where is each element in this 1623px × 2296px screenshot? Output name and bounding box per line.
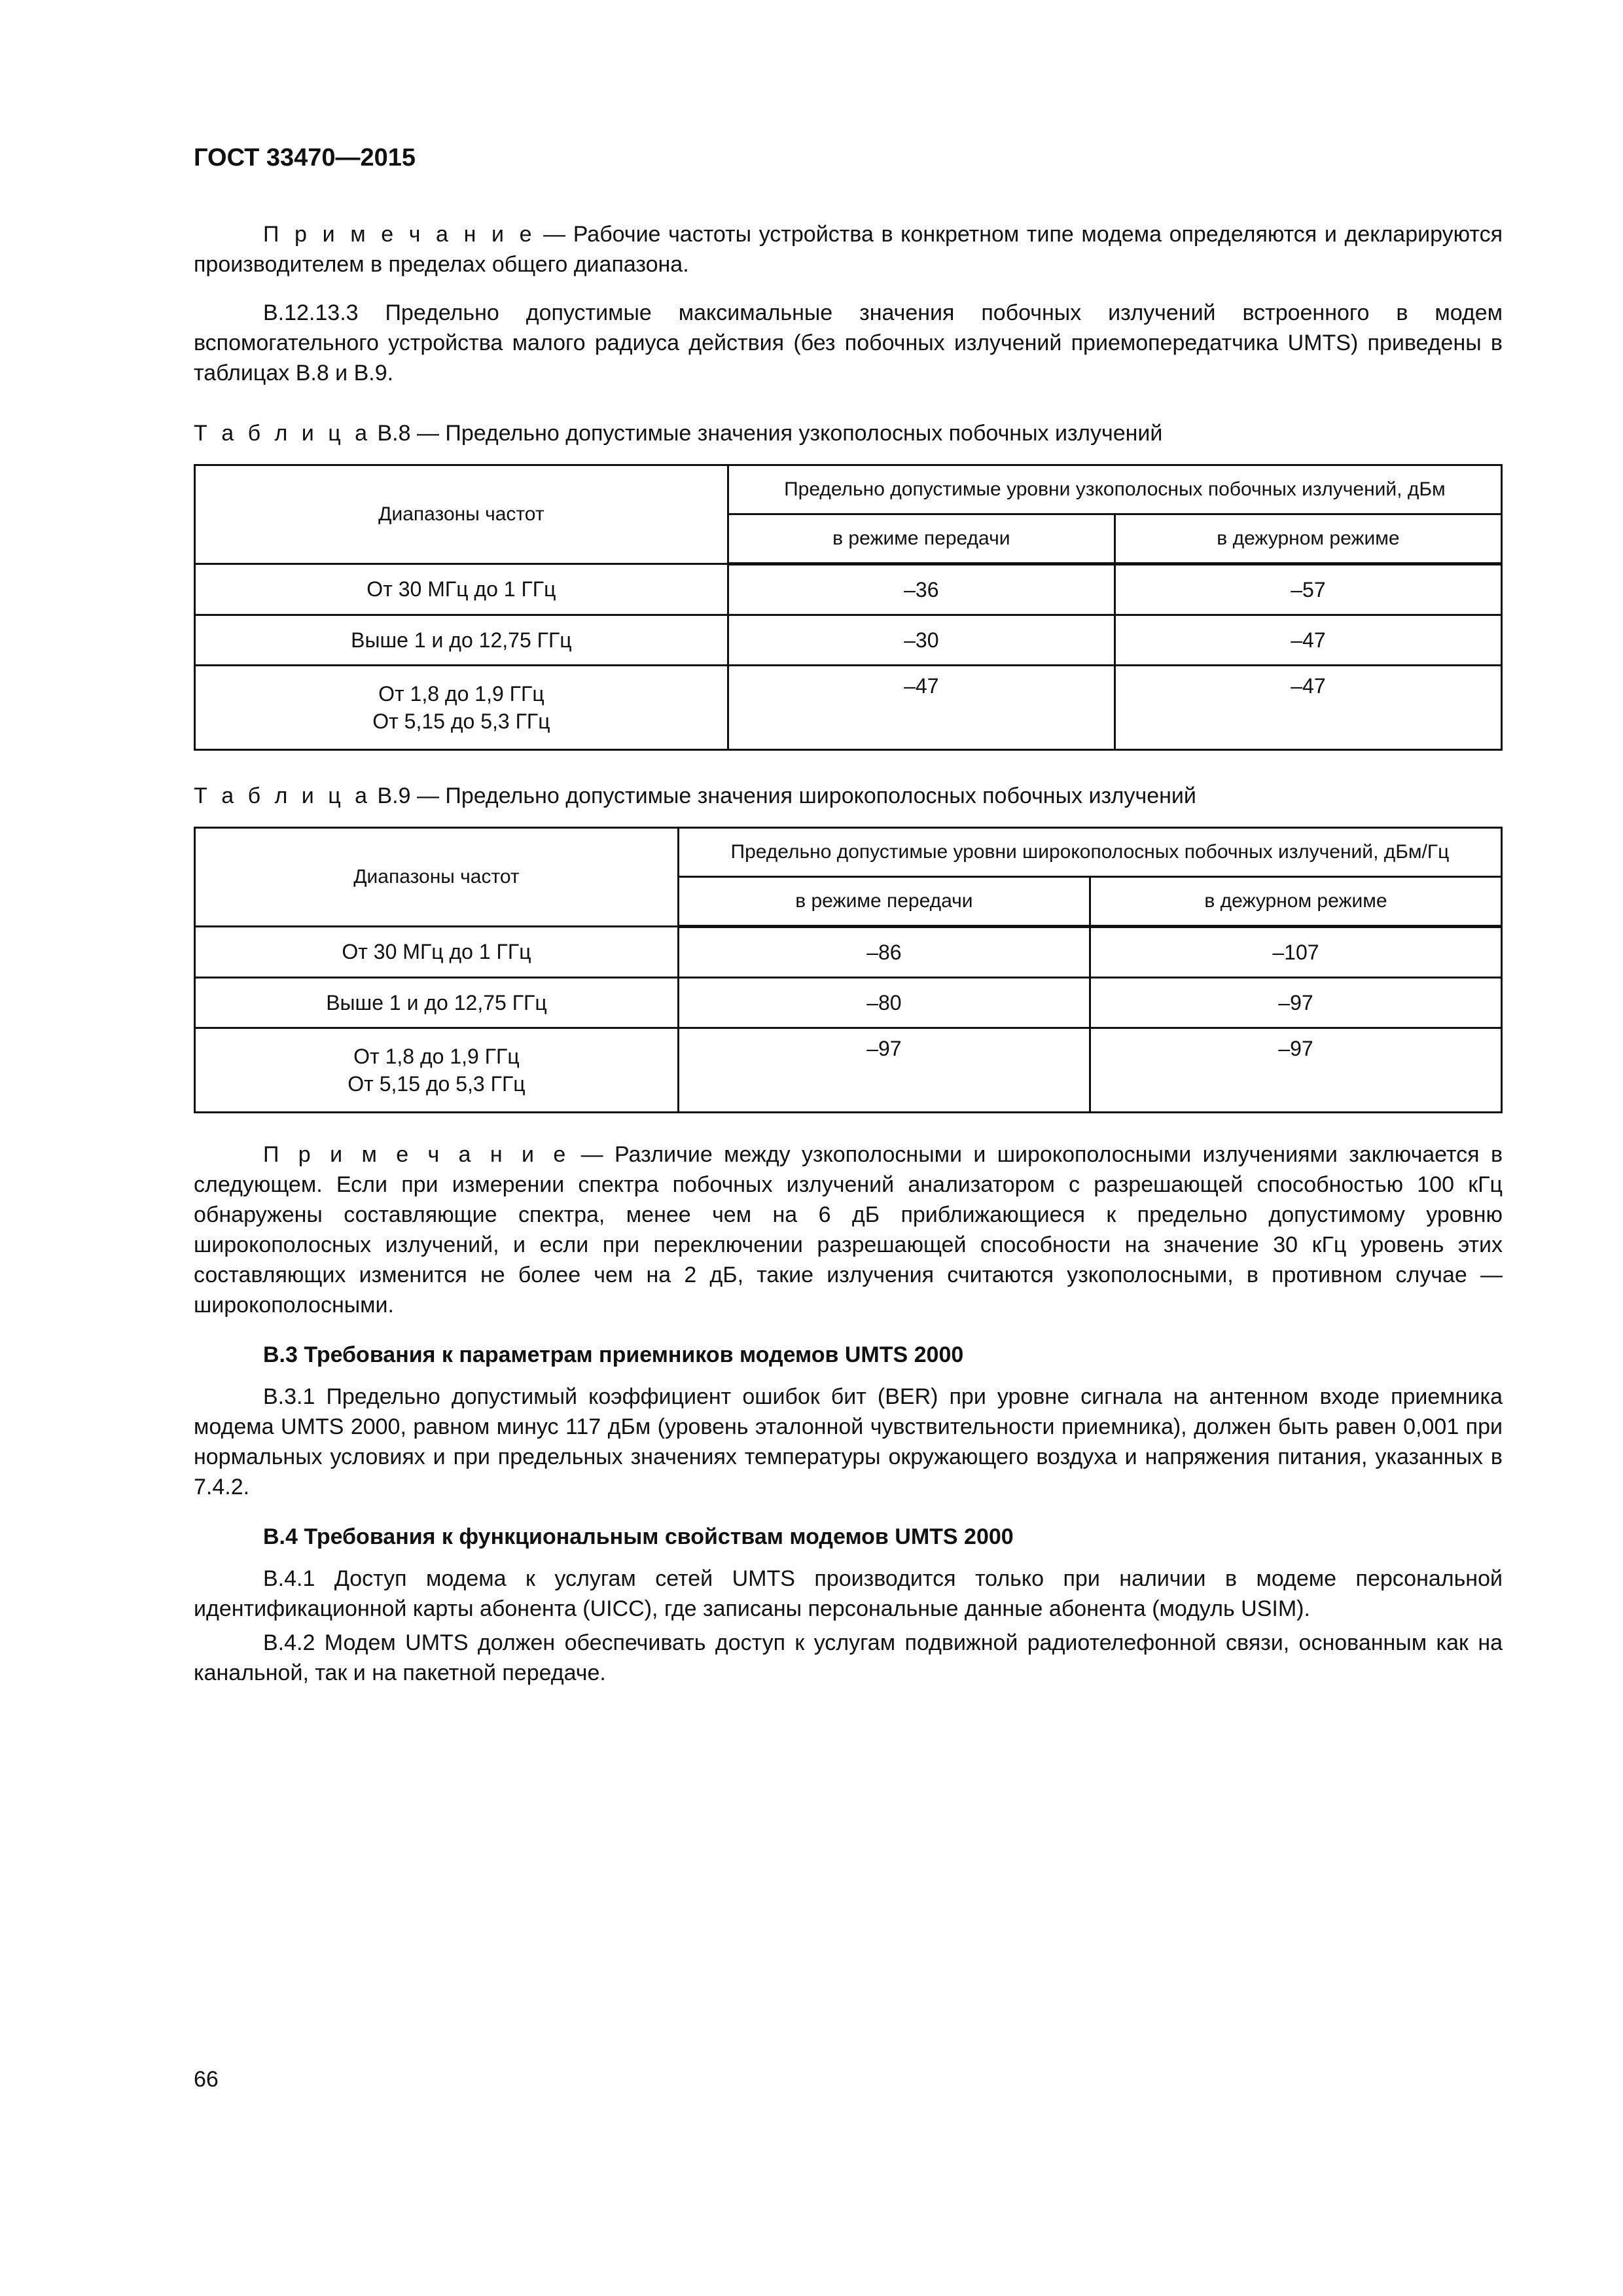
table-row bbox=[195, 1028, 1502, 1113]
table-b9-idle-cell: –97 bbox=[1090, 978, 1501, 1028]
note-2-label: П р и м е ч а н и е bbox=[263, 1142, 570, 1167]
table-b9-header-idle: в дежурном режиме bbox=[1090, 877, 1501, 927]
table-b9-header-tx: в режиме передачи bbox=[678, 877, 1090, 927]
table-row bbox=[195, 615, 1502, 666]
clause-b-12-13-3: В.12.13.3 Предельно допустимые максимальные значения побочных излучений встроенного в модем вспомогательного устройства малого радиуса действия (без побочных излучений приемопередатчика UMTS) приведены в таблицах В.8 и В.9. bbox=[194, 300, 1503, 386]
table-b9-tx-cell: –86 bbox=[678, 927, 1090, 978]
table-b8-range-cell: Выше 1 и до 12,75 ГГц bbox=[195, 615, 728, 666]
table-b8-header-group: Предельно допустимые уровни узкополосных побочных излучений, дБм bbox=[728, 465, 1501, 514]
section-b4-heading: В.4 Требования к функциональным свойствам модемов UMTS 2000 bbox=[263, 1524, 1014, 1549]
table-b9-tx-cell: –80 bbox=[678, 978, 1090, 1028]
table-b8-idle-cell: –47 bbox=[1115, 666, 1501, 750]
document-code: ГОСТ 33470—2015 bbox=[194, 144, 416, 171]
clause-b-4-1: В.4.1 Доступ модема к услугам сетей UMTS производится только при наличии в модеме персональной идентификационной карты абонента (UICC), где записаны персональные данные абонента (модуль USIM). bbox=[194, 1566, 1503, 1621]
clause-b-3-1: В.3.1 Предельно допустимый коэффициент ошибок бит (BER) при уровне сигнала на антенном входе приемника модема UMTS 2000, равном минус 117 дБм (уровень эталонной чувствительности приемника), должен быть равен 0,001 при нормальных условиях и при предельных значениях температуры окружающего воздуха и напряжения питания, указанных в 7.4.2. bbox=[194, 1384, 1503, 1499]
table-b8-header-range: Диапазоны частот bbox=[195, 465, 728, 564]
range-line: От 5,15 до 5,3 ГГц bbox=[348, 1072, 526, 1096]
table-b8-header-idle: в дежурном режиме bbox=[1115, 514, 1501, 564]
table-b8-idle-cell: –47 bbox=[1115, 615, 1501, 666]
table-row bbox=[195, 927, 1502, 978]
table-b8-caption bbox=[194, 418, 1503, 448]
table-b9-header-group: Предельно допустимые уровни широкополосных побочных излучений, дБм/Гц bbox=[678, 828, 1501, 877]
note-2 bbox=[194, 1139, 1503, 1320]
table-row bbox=[195, 666, 1502, 750]
table-b8-caption-text: В.8 — Предельно допустимые значения узкополосных побочных излучений bbox=[371, 421, 1163, 446]
table-b9-idle-cell: –97 bbox=[1090, 1028, 1501, 1113]
table-b8-range-cell bbox=[195, 666, 728, 750]
note-1-label: П р и м е ч а н и е bbox=[263, 222, 536, 247]
table-b8-tx-cell: –30 bbox=[728, 615, 1115, 666]
table-row bbox=[195, 978, 1502, 1028]
range-line: От 1,8 до 1,9 ГГц bbox=[378, 682, 544, 706]
table-b9-caption-label: Т а б л и ц а bbox=[194, 783, 372, 808]
table-b8 bbox=[194, 464, 1503, 751]
note-1-text: — Рабочие частоты устройства в конкретном типе модема определяются и декларируются производителем в пределах общего диапазона. bbox=[194, 222, 1503, 277]
table-b9-idle-cell: –107 bbox=[1090, 927, 1501, 978]
table-row bbox=[195, 564, 1502, 615]
section-b3-heading: В.3 Требования к параметрам приемников модемов UMTS 2000 bbox=[263, 1342, 964, 1367]
clause-b-4-2: В.4.2 Модем UMTS должен обеспечивать доступ к услугам подвижной радиотелефонной связи, основанным как на канальной, так и на пакетной передаче. bbox=[194, 1630, 1503, 1685]
range-line: От 5,15 до 5,3 ГГц bbox=[372, 709, 550, 733]
table-b8-caption-label: Т а б л и ц а bbox=[194, 421, 372, 446]
table-b9-caption-text: В.9 — Предельно допустимые значения широкополосных побочных излучений bbox=[371, 783, 1196, 808]
table-b9-range-cell: Выше 1 и до 12,75 ГГц bbox=[195, 978, 679, 1028]
table-b8-idle-cell: –57 bbox=[1115, 564, 1501, 615]
range-line: От 1,8 до 1,9 ГГц bbox=[353, 1045, 520, 1068]
table-b9-range-cell: От 30 МГц до 1 ГГц bbox=[195, 927, 679, 978]
table-b9 bbox=[194, 827, 1503, 1113]
page-number: 66 bbox=[194, 2067, 219, 2092]
table-b9-caption bbox=[194, 781, 1503, 811]
note-2-text: — Различие между узкополосными и широкополосными излучениями заключается в следующем. Если при измерении спектра побочных излучений анализатором с разрешающей способностью 100 кГц обнаружены составляющие спектра, менее чем на 6 дБ приближающиеся к предельно допустимому уровню широкополосных излучений, и если при переключении разрешающей способности на значение 30 кГц уровень этих составляющих изменится не более чем на 2 дБ, такие излучения считаются узкополосными, в противном случае — широкополосными. bbox=[194, 1142, 1503, 1318]
note-1 bbox=[194, 219, 1503, 279]
table-b8-range-cell: От 30 МГц до 1 ГГц bbox=[195, 564, 728, 615]
table-b9-header-range: Диапазоны частот bbox=[195, 828, 679, 927]
table-b9-range-cell bbox=[195, 1028, 679, 1113]
table-b8-tx-cell: –36 bbox=[728, 564, 1115, 615]
table-b8-tx-cell: –47 bbox=[728, 666, 1115, 750]
table-b9-tx-cell: –97 bbox=[678, 1028, 1090, 1113]
table-b8-header-tx: в режиме передачи bbox=[728, 514, 1115, 564]
document-page bbox=[194, 144, 1503, 1688]
